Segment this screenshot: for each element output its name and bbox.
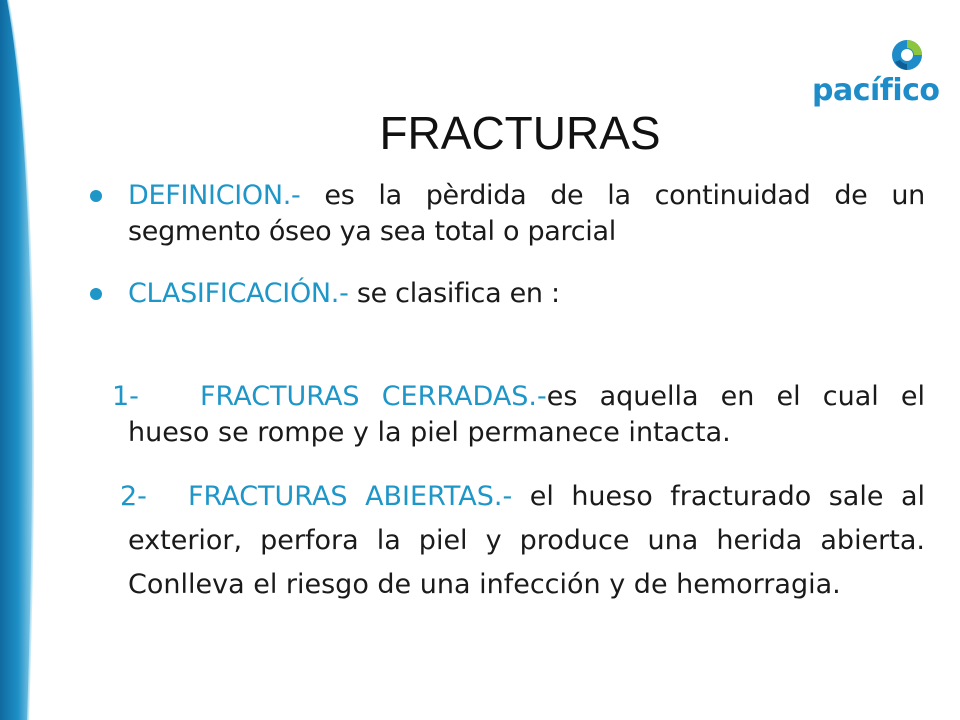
- definition-label: DEFINICION.-: [128, 180, 301, 211]
- item-number: 1-: [112, 381, 139, 412]
- logo-wordmark: pacífico: [812, 73, 940, 108]
- bullet-dot: [90, 288, 102, 300]
- definition-text: es la pèrdida de la continuidad de un segmento óseo ya sea total o parcial: [128, 180, 925, 247]
- classification-label: CLASIFICACIÓN.-: [128, 278, 349, 309]
- definition-paragraph: [128, 178, 925, 250]
- closed-fracture-label: FRACTURAS CERRADAS.-: [200, 381, 547, 412]
- item-number: 2-: [120, 481, 147, 512]
- classification-paragraph: [128, 276, 925, 312]
- closed-fracture-text: es aquella en el cual el hueso se rompe y la piel permanece intacta.: [128, 381, 925, 448]
- open-fracture-paragraph: [128, 475, 925, 607]
- closed-fracture-paragraph: [128, 379, 925, 451]
- bullet-dot: [90, 190, 102, 202]
- classification-text: se clasifica en :: [348, 278, 560, 309]
- slide-title: FRACTURAS: [379, 107, 661, 159]
- open-fracture-text: el hueso fracturado sale al exterior, perfora la piel y produce una herida abierta. Conlleva el riesgo de una infección y de hemorragia.: [128, 481, 925, 600]
- open-fracture-label: FRACTURAS ABIERTAS.-: [188, 481, 513, 512]
